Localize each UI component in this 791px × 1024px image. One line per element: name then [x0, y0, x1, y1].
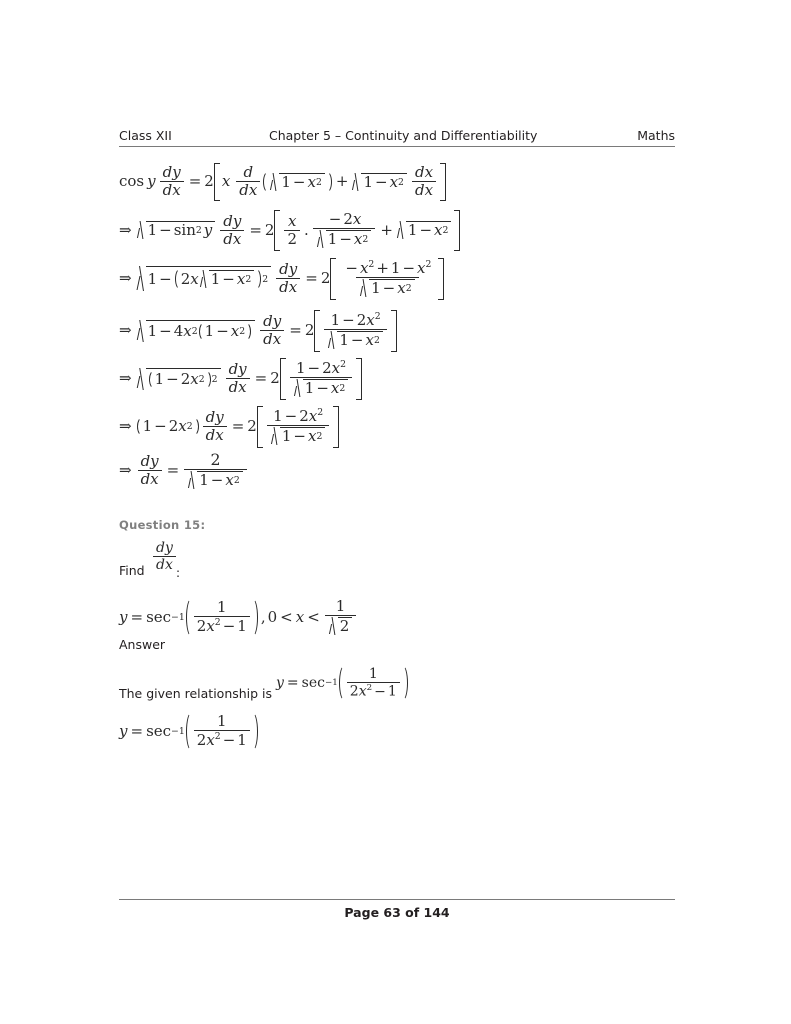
find-label: Find	[119, 563, 145, 578]
header-subject-label: Maths	[637, 128, 675, 143]
relationship-expression-inline: y = sec −1 $\frac{1}{2x^2 - 1}$	[276, 665, 409, 701]
equation-6: ⇒ 1 − 2 x 2 $\frac{dy}{dx}$ = 2 $1 - 2x^2$ 1 − x 2	[119, 406, 339, 448]
header-divider	[119, 146, 675, 147]
find-derivative-fraction: $\frac{dy}{dx}$	[151, 541, 178, 573]
equation-2: ⇒ 1 − sin 2 y $\frac{dy}{dx}$ = 2 $\frac{x}{2}$ . − 2x 1 − x 2 + 1 − x 2	[119, 210, 460, 251]
header-class-label: Class XII	[119, 128, 172, 143]
page-header	[119, 128, 675, 143]
equation-7: ⇒ $\frac{dy}{dx}$ = 2 1 − x 2	[119, 452, 249, 489]
equation-5: ⇒ 1 − 2 x 2 2 $\frac{dy}{dx}$ = 2 $1 - 2x^2$ 1 − x 2	[119, 358, 362, 400]
equation-4: ⇒ 1 − 4 x 2 1 − x 2 $\frac{dy}{dx}$ = 2 $1 - 2x^2$ 1 − x 2	[119, 310, 397, 352]
answer-label: Answer	[119, 637, 166, 652]
header-chapter-title: Chapter 5 – Continuity and Differentiability	[269, 128, 538, 143]
footer-divider	[119, 899, 675, 900]
question-expression: y = sec −1 $\frac{1}{2x^2 - 1}$ , 0 < x < $\frac{1}{2}$	[119, 598, 358, 637]
question-label: Question 15:	[119, 518, 206, 532]
equation-3: ⇒ 1 − 2 x 1 − x 2 2 $\frac{dy}{dx}$ = 2 − $x^2 + 1 - x^2$ 1 − x 2	[119, 258, 444, 300]
given-relationship-label: The given relationship is	[119, 686, 273, 701]
equation-1: cos y $\frac{dy}{dx}$ = 2 x $\frac{d}{dx}$ 1 − x 2 + 1 − x 2 $\frac{dx}{dx}$	[119, 163, 446, 201]
footer-page-number: Page 63 of 144	[344, 905, 450, 920]
find-colon: :	[176, 566, 181, 580]
relationship-expression-restated: y = sec −1 $\frac{1}{2x^2 - 1}$	[119, 712, 259, 751]
